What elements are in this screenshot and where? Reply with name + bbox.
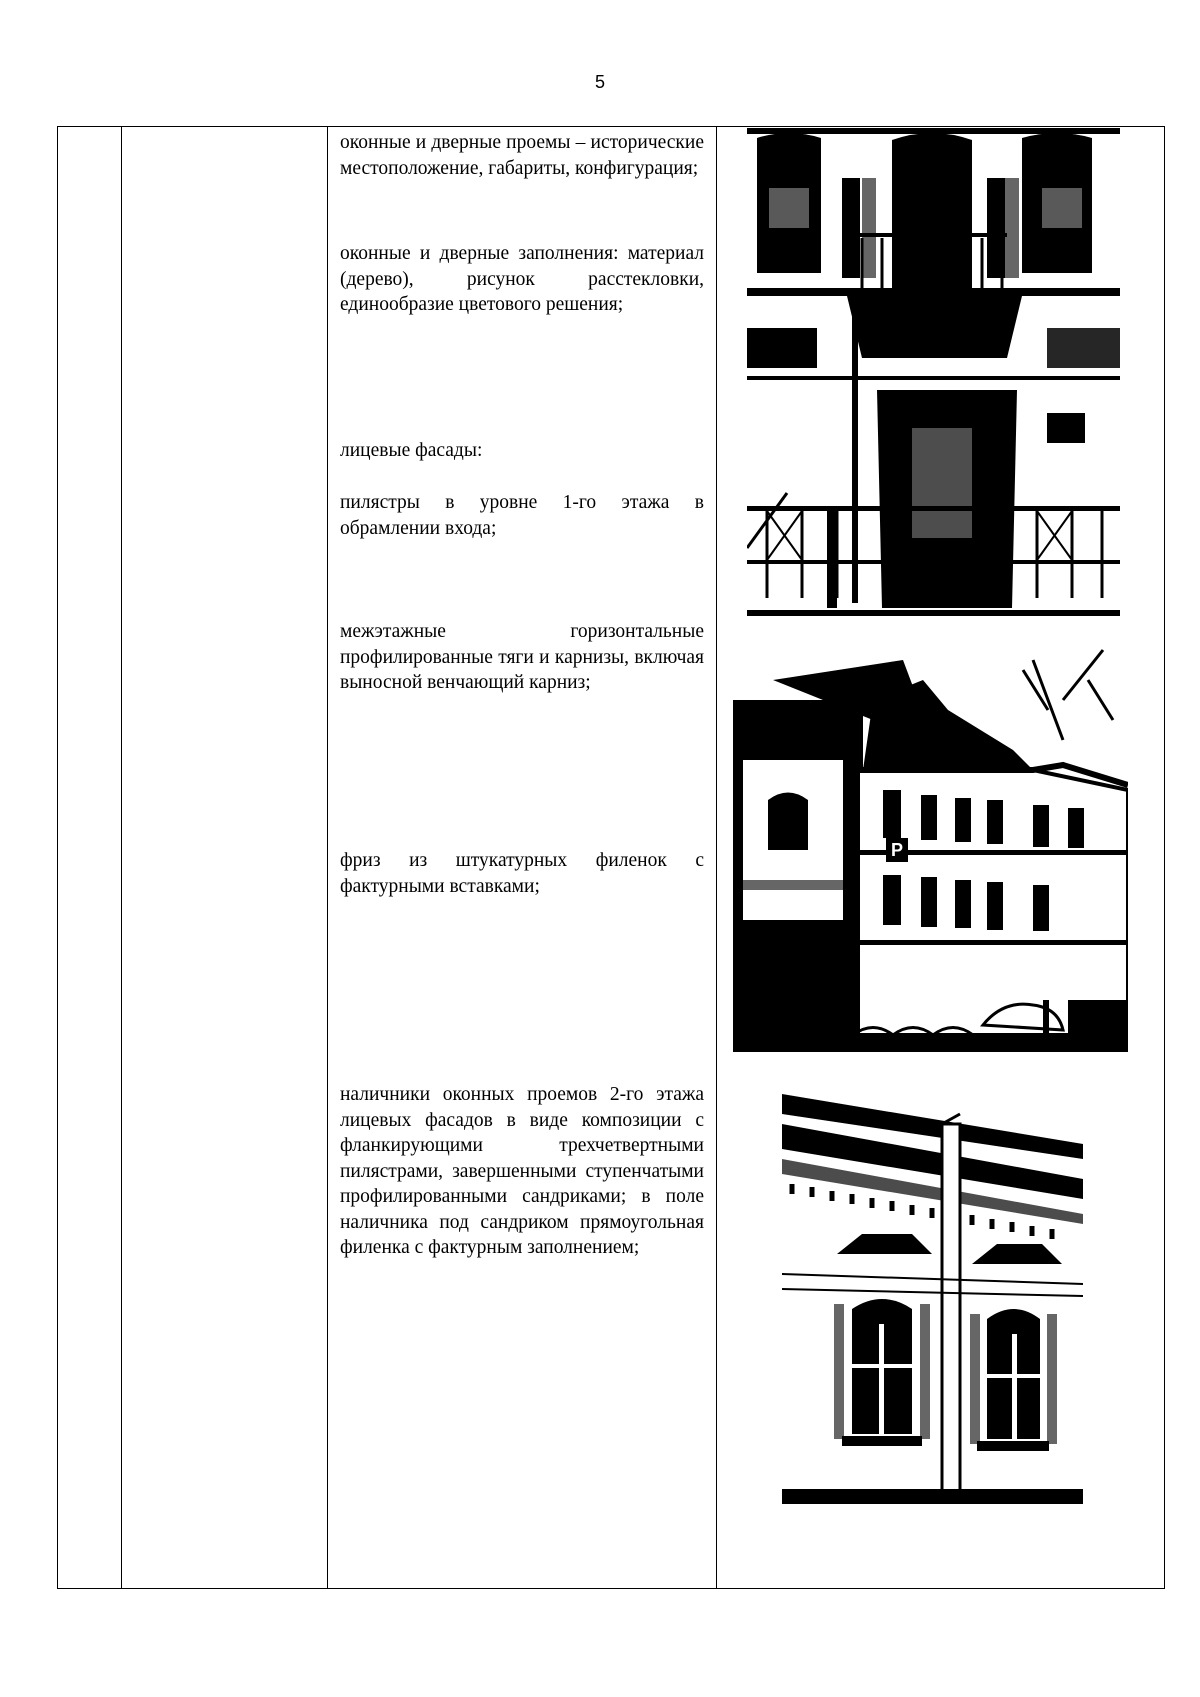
feature-frieze: фриз из штукатурных филенок с фактурными вставками;: [340, 850, 704, 897]
column-divider: [716, 127, 717, 1588]
parking-sign: Р: [890, 840, 904, 860]
page-number: 5: [594, 72, 605, 92]
column-divider: [121, 127, 122, 1588]
photo-entrance-balcony: [747, 128, 1120, 616]
photo-window-surrounds: [782, 1084, 1083, 1504]
feature-window-door-fillings: оконные и дверные заполнения: материал (дерево), рисунок расстекловки, единообразие цветового решения;: [340, 243, 704, 315]
column-divider: [327, 127, 328, 1588]
photo-street-facade: [733, 640, 1128, 1052]
feature-pilasters-entrance: пилястры в уровне 1-го этажа в обрамлении входа;: [340, 492, 704, 539]
feature-window-door-openings: оконные и дверные проемы – исторические местоположение, габариты, конфигурация;: [340, 132, 704, 179]
feature-front-facades: лицевые фасады:: [340, 440, 483, 461]
feature-cornices: межэтажные горизонтальные профилированные тяги и карнизы, включая выносной венчающий карниз;: [340, 621, 704, 693]
feature-window-surrounds: наличники оконных проемов 2-го этажа лицевых фасадов в виде композиции с фланкирующими трехчетвертными пилястрами, завершенными ступенчатыми профилированными сандриками; в поле наличника под сандриком прямоугольная филенка с фактурным заполнением;: [340, 1084, 704, 1258]
